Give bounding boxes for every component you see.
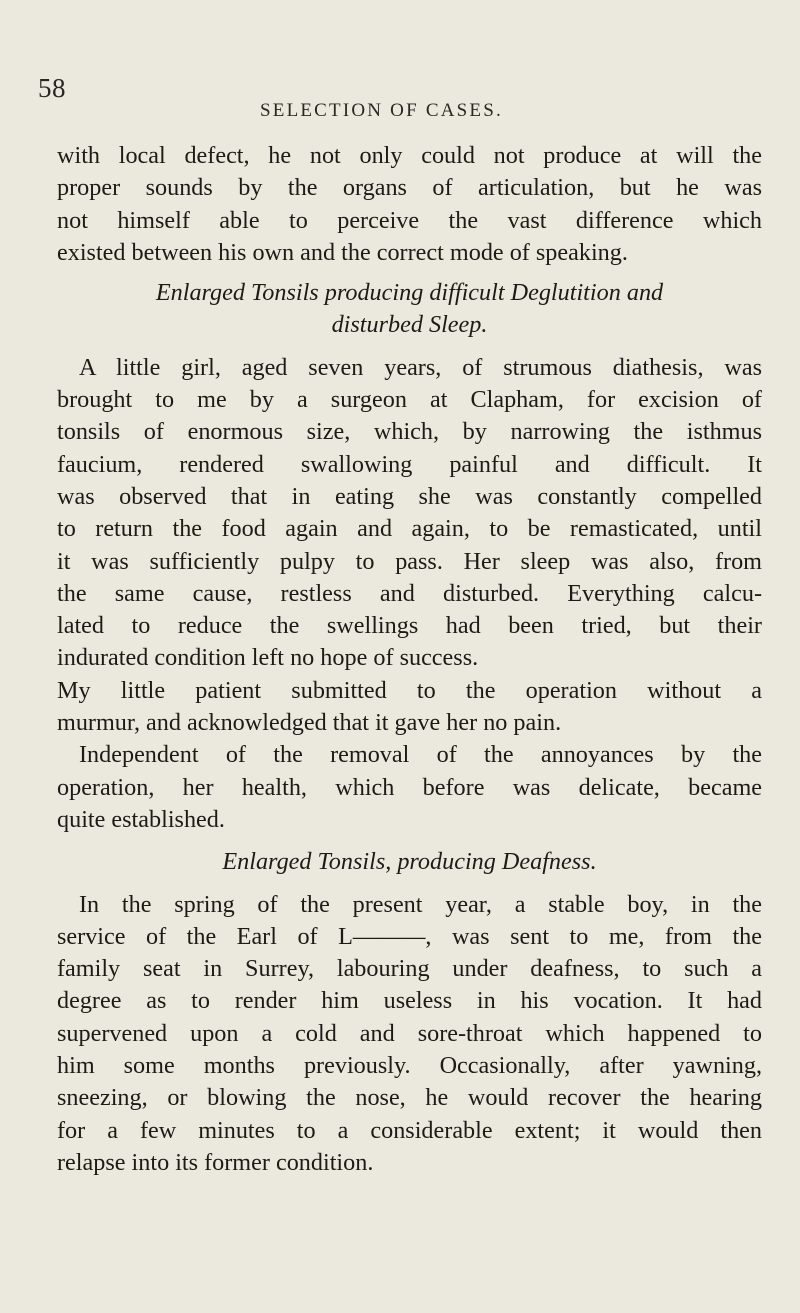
text-line: with local defect, he not only could not produce at will the: [57, 142, 762, 169]
heading-line: Enlarged Tonsils, producing Deafness.: [222, 848, 597, 876]
paragraph-patient-submitted: [57, 675, 762, 740]
text-line: was observed that in eating she was constantly compelled: [57, 482, 762, 510]
text-line: the same cause, restless and disturbed. Everything calcu-: [57, 579, 762, 607]
paragraph-continued: [57, 140, 762, 269]
paragraph-stable-boy: [57, 889, 762, 1180]
text-line: lated to reduce the swellings had been tried, but their: [57, 612, 762, 640]
section-heading-tonsils-deafness: [57, 846, 762, 878]
heading-line: Enlarged Tonsils producing difficult Deglutition and: [155, 279, 664, 307]
page-body: [57, 140, 762, 1179]
text-line: not himself able to perceive the vast difference which: [57, 206, 762, 234]
text-line: A little girl, aged seven years, of strumous diathesis, was: [79, 353, 762, 381]
text-line: to return the food again and again, to be remasticated, until: [57, 515, 762, 543]
section-heading-tonsils-deglutition: [57, 277, 762, 342]
text-line: quite established.: [57, 805, 225, 833]
text-line: it was sufficiently pulpy to pass. Her sleep was also, from: [57, 547, 762, 575]
text-line: Independent of the removal of the annoyances by the: [79, 741, 762, 769]
text-line: supervened upon a cold and sore-throat which happened to: [57, 1019, 762, 1047]
page-number: 58: [38, 73, 66, 103]
text-line: degree as to render him useless in his vocation. It had: [57, 987, 762, 1015]
paragraph-independent: [57, 739, 762, 836]
text-line: proper sounds by the organs of articulation, but he was: [57, 174, 762, 202]
text-line: faucium, rendered swallowing painful and difficult. It: [57, 450, 762, 478]
text-line: murmur, and acknowledged that it gave her no pain.: [57, 709, 562, 737]
text-line: indurated condition left no hope of success.: [57, 644, 479, 672]
text-line: brought to me by a surgeon at Clapham, for excision of: [57, 386, 762, 414]
text-line: existed between his own and the correct mode of speaking.: [57, 238, 628, 266]
text-line: tonsils of enormous size, which, by narrowing the isthmus: [57, 418, 762, 446]
paragraph-little-girl: [57, 352, 762, 675]
text-line: operation, her health, which before was delicate, became: [57, 773, 762, 801]
text-line: sneezing, or blowing the nose, he would recover the hearing: [57, 1084, 762, 1112]
text-line: In the spring of the present year, a stable boy, in the: [79, 890, 762, 918]
text-line: family seat in Surrey, labouring under deafness, to such a: [57, 955, 762, 983]
text-line: My little patient submitted to the operation without a: [57, 676, 762, 704]
text-line: service of the Earl of L———, was sent to me, from the: [57, 922, 762, 950]
text-line: relapse into its former condition.: [57, 1148, 374, 1176]
heading-line: disturbed Sleep.: [331, 311, 488, 339]
text-line: for a few minutes to a considerable extent; it would then: [57, 1116, 762, 1144]
text-line: him some months previously. Occasionally, after yawning,: [57, 1052, 762, 1080]
running-head: SELECTION OF CASES.: [260, 100, 503, 121]
